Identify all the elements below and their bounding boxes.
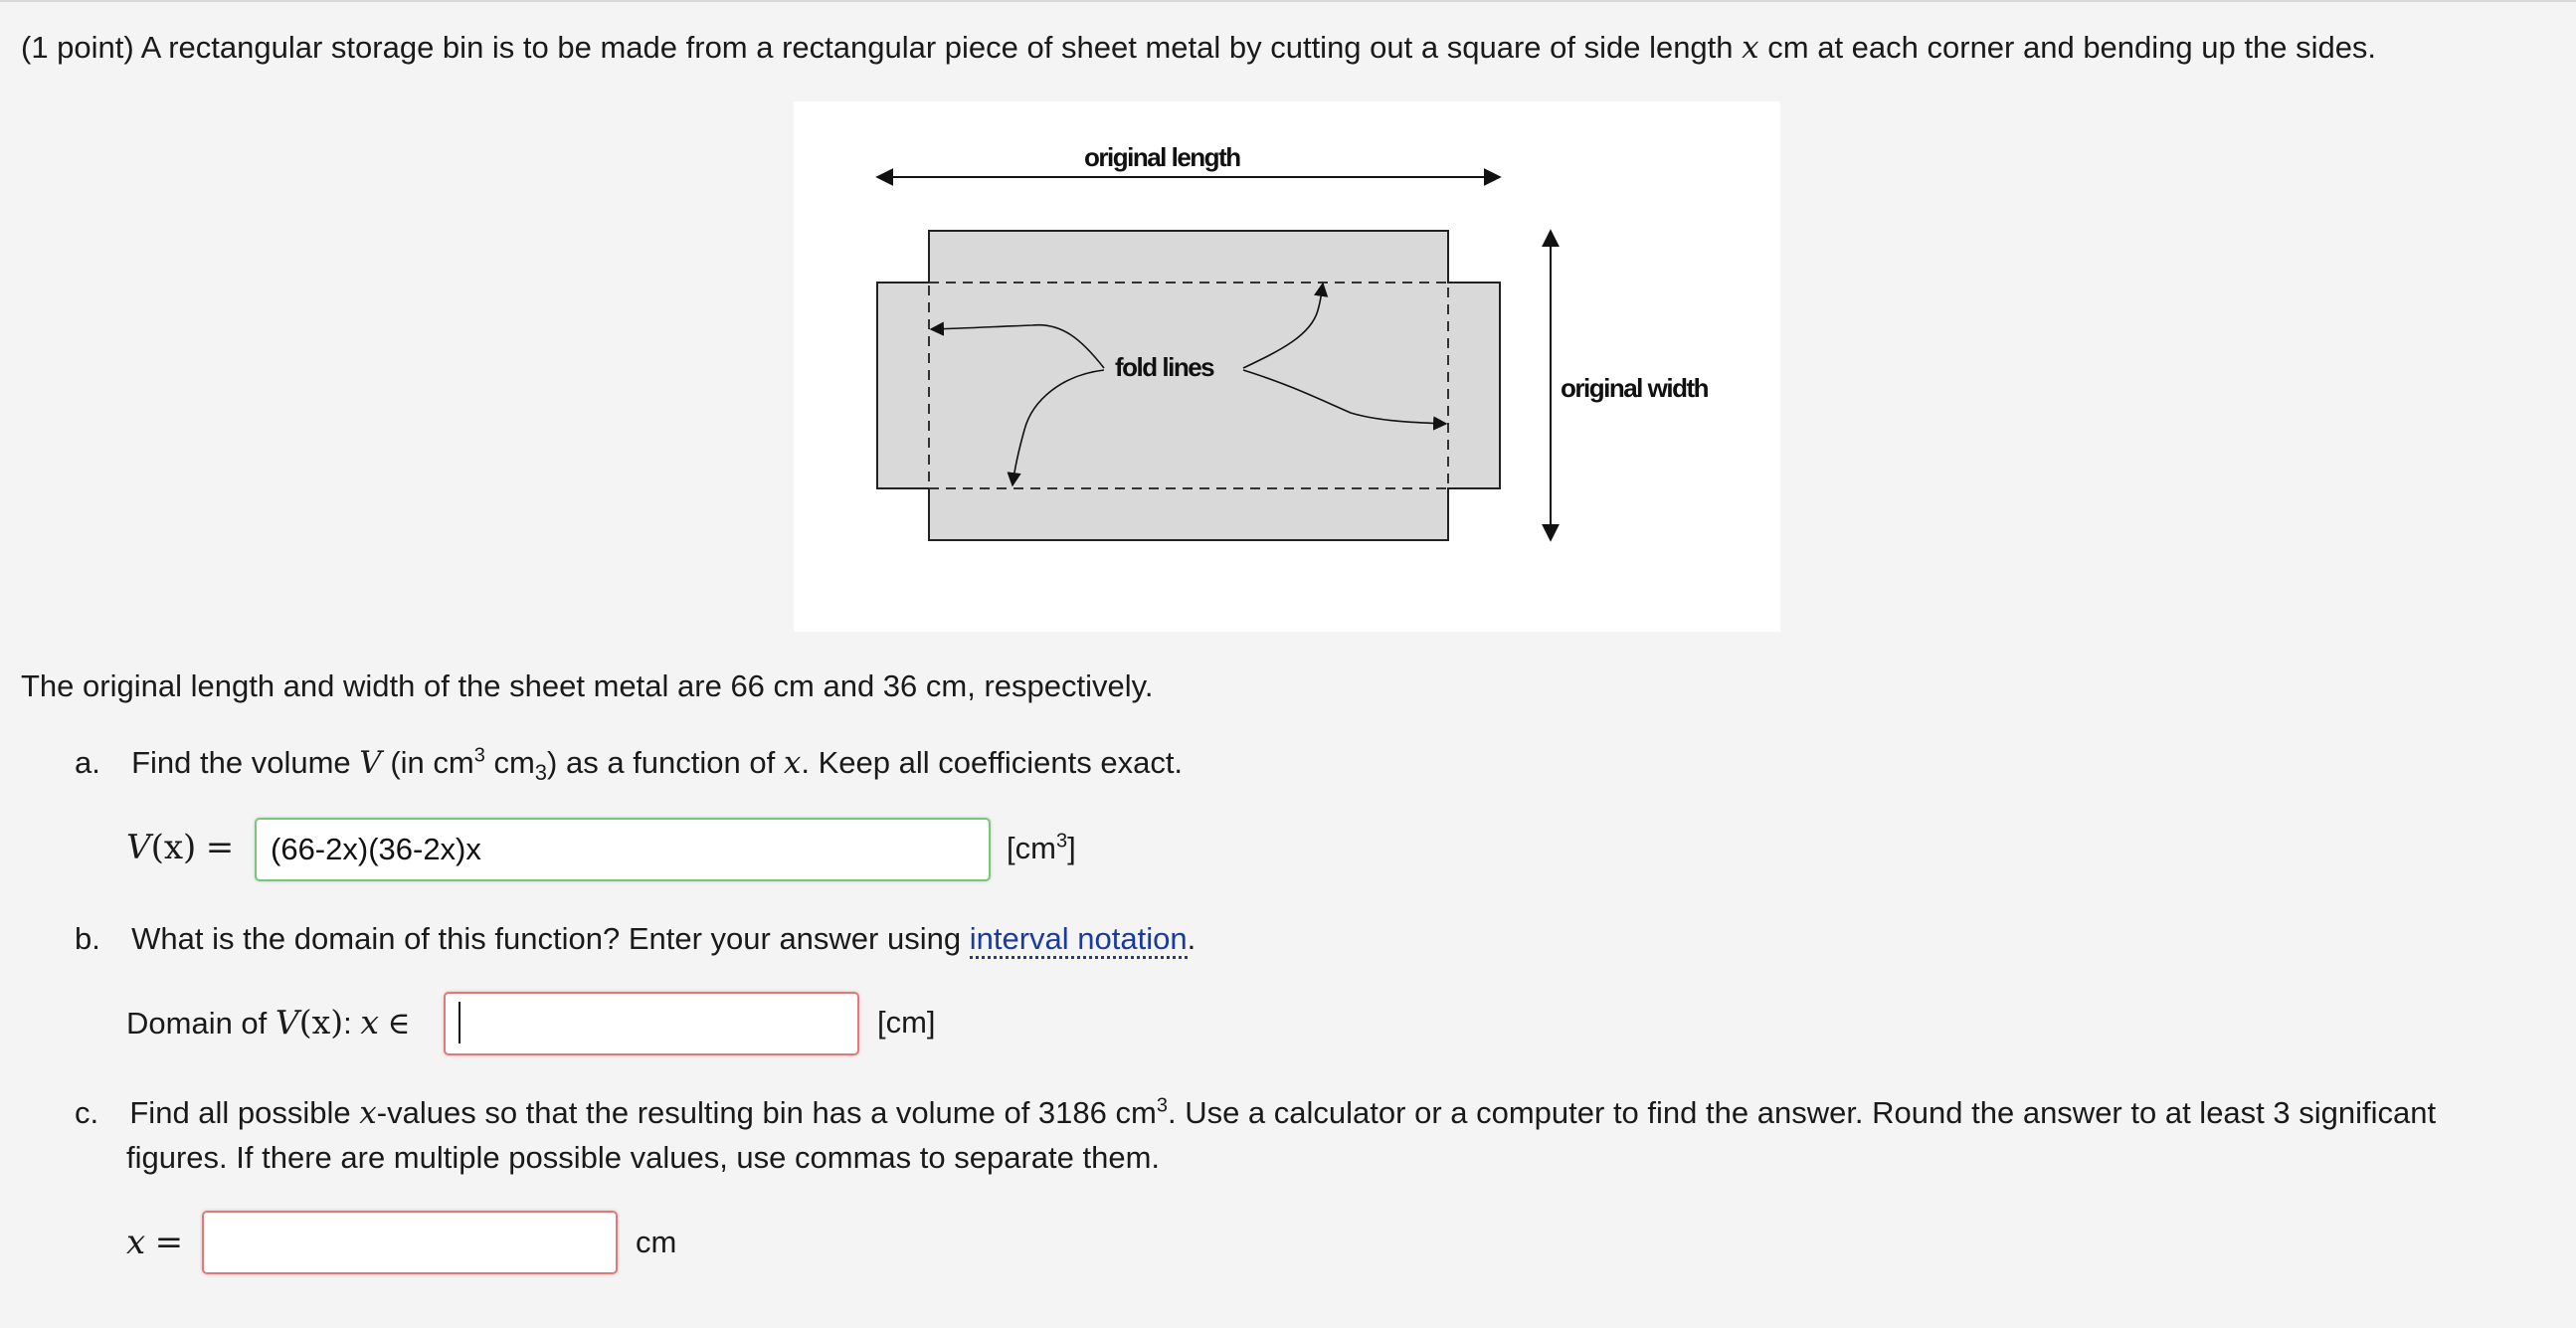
part-b-unit: [cm]: [877, 1005, 936, 1040]
fold-label: fold lines: [1115, 352, 1214, 382]
domain-answer-input[interactable]: [444, 992, 859, 1055]
part-a-units-alt-sub: 3: [534, 760, 548, 786]
part-a-units-alt: cm: [493, 745, 535, 780]
part-a-text-3: . Keep all coefficients exact.: [801, 745, 1184, 780]
problem-intro: [21, 30, 2376, 66]
part-c-text-1: Find all possible: [129, 1095, 351, 1130]
part-a-unit-open: [cm: [1007, 831, 1056, 865]
part-b-label-var: x: [360, 1003, 380, 1042]
part-a-text-2: as a function of: [565, 745, 776, 780]
part-c-text-2: -values so that the resulting bin has a volume of 3186 cm: [376, 1095, 1157, 1130]
x-values-answer-input[interactable]: [202, 1211, 618, 1274]
part-b-marker: b.: [75, 921, 100, 956]
part-a-label-arg: (x): [150, 828, 197, 867]
part-c-label-eq: =: [154, 1223, 184, 1262]
dimensions-text: The original length and width of the sheet metal are 66 cm and 36 cm, respectively.: [21, 668, 1154, 703]
part-b-period: .: [1187, 921, 1196, 956]
part-b-text: What is the domain of this function? Enter your answer using: [131, 921, 962, 956]
part-b-answer-label: [126, 1003, 411, 1042]
volume-answer-input[interactable]: [255, 818, 991, 881]
width-label: original width: [1561, 373, 1708, 403]
part-b-label-in: ∈: [387, 1006, 411, 1042]
part-c-var-x: x: [359, 1095, 377, 1131]
part-a-var-x: x: [783, 745, 802, 781]
part-a-units-sup: 3: [473, 744, 485, 767]
part-a-answer-label: [126, 828, 234, 867]
length-label: original length: [1084, 142, 1240, 172]
text-cursor: [459, 1002, 460, 1043]
part-a-label-eq: =: [205, 828, 235, 867]
sheet-outline: [877, 231, 1500, 540]
part-b-question: [75, 921, 1196, 957]
intro-text-after: cm at each corner and bending up the sides.: [1767, 30, 2377, 65]
part-c-unit: cm: [636, 1225, 677, 1259]
part-a-question: [75, 744, 1184, 786]
part-c-marker: c.: [75, 1095, 99, 1130]
part-b-label-text: Domain of: [126, 1006, 268, 1041]
part-a-units-open: (in cm: [390, 745, 474, 780]
part-c-question-line2: figures. If there are multiple possible values, use commas to separate them.: [126, 1140, 1160, 1175]
part-b-label-colon: :: [343, 1006, 352, 1041]
intro-var: x: [1742, 30, 1759, 66]
sheet-metal-diagram: [794, 101, 1780, 632]
part-a-text-1: Find the volume: [131, 745, 351, 780]
part-c-text-3: . Use a calculator or a computer to find the answer. Round the answer to at least 3 significant: [1167, 1095, 2437, 1130]
part-c-answer-label: [126, 1223, 183, 1262]
part-b-label-arg: (x): [298, 1003, 344, 1042]
part-a-marker: a.: [75, 745, 100, 780]
interval-notation-link[interactable]: interval notation: [970, 921, 1188, 959]
part-c-label-var: x: [126, 1223, 146, 1262]
points-label: (1 point): [21, 30, 134, 65]
part-c-question-line1: [75, 1095, 2436, 1131]
part-a-unit: [1007, 831, 1076, 866]
part-c-sup: 3: [1156, 1094, 1168, 1117]
diagram-svg: [794, 101, 1780, 632]
intro-text-before: A rectangular storage bin is to be made from a rectangular piece of sheet metal by cutting out a square of side length: [140, 30, 1734, 65]
part-a-units-close: ): [547, 745, 558, 780]
part-a-unit-sup: 3: [1055, 830, 1068, 853]
part-a-var-v: V: [359, 745, 382, 781]
part-a-unit-close: ]: [1067, 831, 1076, 865]
part-a-label-fn: V: [126, 828, 151, 867]
part-b-label-fn: V: [275, 1003, 299, 1042]
